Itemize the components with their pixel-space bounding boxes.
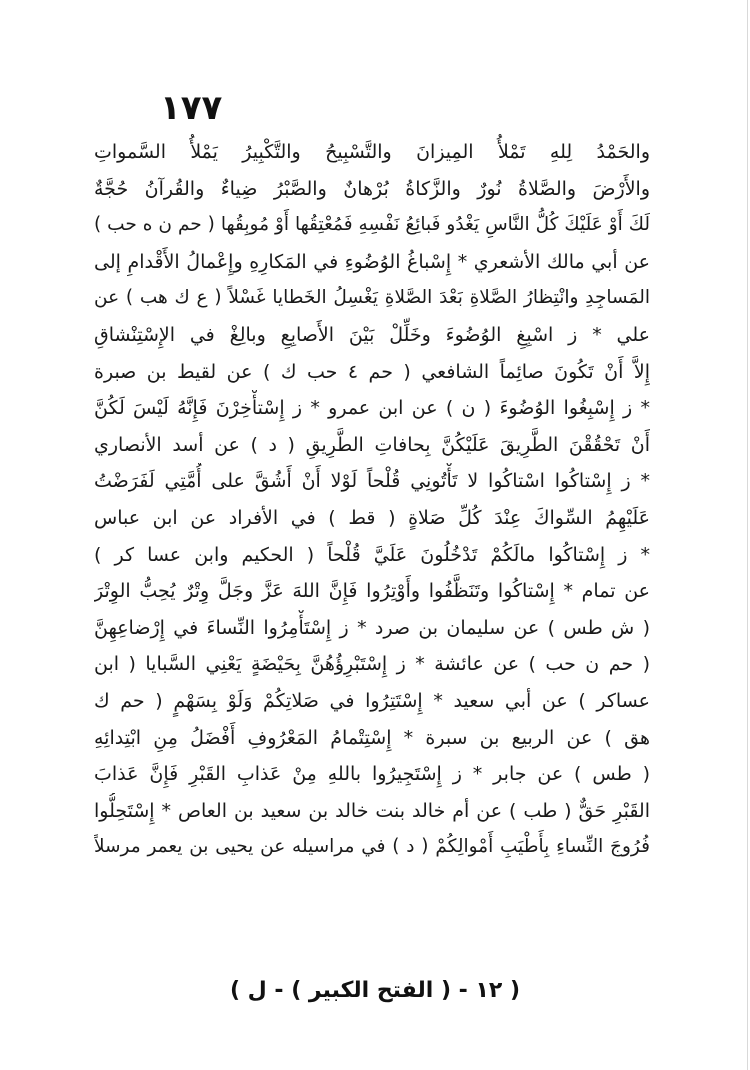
body-text	[94, 134, 650, 866]
text-line: ( ش طس ) عن سليمان بن صرد * ز إِسْتَأْمِرُوا النِّساءَ في إِرْضاعِهِنَّ	[94, 616, 650, 639]
text-line: لَكَ أَوْ عَلَيْكَ كُلُّ النَّاسِ يَغْدُو فَبائِعُ نَفْسِهِ فَمُعْتِقُها أَوْ مُوبِقُها ( حم ن ه حب )	[94, 214, 650, 236]
text-line: والأَرْضَ والصَّلاةُ نُورٌ والزَّكاةُ بُرْهانٌ والصَّبْرُ ضِياءٌ والقُرآنُ حُجَّةٌ	[94, 177, 650, 200]
text-line: * ز إِسْتاكُوا مالَكُمْ تَدْخُلُونَ عَلَيَّ قُلْحاً ( الحكيم وابن عسا كر )	[94, 543, 650, 566]
text-line: هق ) عن الربيع بن سبرة * إِسْتِتْمامُ المَعْرُوفِ أَفْضَلُ مِنِ ابْتِدائِهِ	[94, 726, 650, 749]
text-line: فُرُوجَ النِّساءِ بِأَطْيَبِ أَمْوالِكُمْ ( د ) في مراسيله عن يحيى بن يعمر مرسلاً	[94, 836, 650, 858]
text-line: المَساجِدِ وانْتِظارُ الصَّلاةِ بَعْدَ الصَّلاةِ يَغْسِلُ الخَطايا غَسْلاً ( ع ك هب ) عن	[94, 287, 650, 309]
text-line: * ز إِسْبِغُوا الوُضُوءَ ( ن ) عن ابن عمرو * ز إِسْتأْخِرْنَ فَإِنَّهُ لَيْسَ لَكُنَّ	[94, 397, 650, 420]
page-number: ١٧٧	[160, 88, 223, 128]
text-line: القَبْرِ حَقٌّ ( طب ) عن أم خالد بنت خالد بن سعيد بن العاص * إِسْتَحِلُّوا	[94, 799, 650, 822]
text-line: أَنْ تَحْقُقْنَ الطَّرِيقَ عَلَيْكُنَّ بِحافاتِ الطَّرِيقِ ( د ) عن أسد الأنصاري	[94, 433, 650, 456]
text-line: إِلاَّ أَنْ تَكُونَ صائِماً الشافعي ( حم ٤ حب ك ) عن لقيط بن صبرة	[94, 360, 650, 383]
text-line: ( حم ن حب ) عن عائشة * ز إِسْتَبْرِؤُهُنَّ بِحَيْضَةٍ يَعْنِي السَّبايا ( ابن	[94, 653, 650, 676]
text-line: * ز إِسْتاكُوا اسْتاكُوا لا تَأْتُونِي قُلْحاً لَوْلا أَنْ أَشُقَّ على أُمَّتِي لَفَرَضْتُ	[94, 470, 650, 493]
text-line: والحَمْدُ لِلهِ تَمْلأُ المِيزانَ والتَّسْبِيحُ والتَّكْبِيرُ يَمْلأُ السَّمواتِ	[94, 141, 650, 163]
text-line: ( طس ) عن جابر * ز إِسْتَجِيرُوا باللهِ مِنْ عَذابِ القَبْرِ فَإِنَّ عَذابَ	[94, 763, 650, 786]
page-edge-divider	[747, 0, 748, 1070]
text-line: عن تمام * إِسْتاكُوا وتَنَظَّفُوا وأَوْتِرُوا فَإِنَّ اللهَ عَزَّ وجَلَّ وِتْرٌ يُحِبُّ الوِتْرَ	[94, 580, 650, 603]
text-line: عَلَيْهِمُ السِّواكَ عِنْدَ كُلِّ صَلاةٍ ( قط ) في الأفراد عن ابن عباس	[94, 506, 650, 529]
text-line: عن أبي مالك الأشعري * إِسْباغُ الوُضُوءِ في المَكارِهِ وإِعْمالُ الأَقْدامِ إلى	[94, 250, 650, 273]
text-line: علي * ز اسْبِغِ الوُضُوءَ وخَلِّلْ بَيْنَ الأَصابِعِ وبالِغْ في الإِسْتِنْشاقِ	[94, 323, 650, 346]
page-footer-signature: ( ١٢ - ( الفتح الكبير ) - ل )	[229, 978, 521, 1003]
text-line: عساكر ) عن أبي سعيد * إِسْتَتِرُوا في صَلاتِكُمْ وَلَوْ بِسَهْمٍ ( حم ك	[94, 689, 650, 712]
